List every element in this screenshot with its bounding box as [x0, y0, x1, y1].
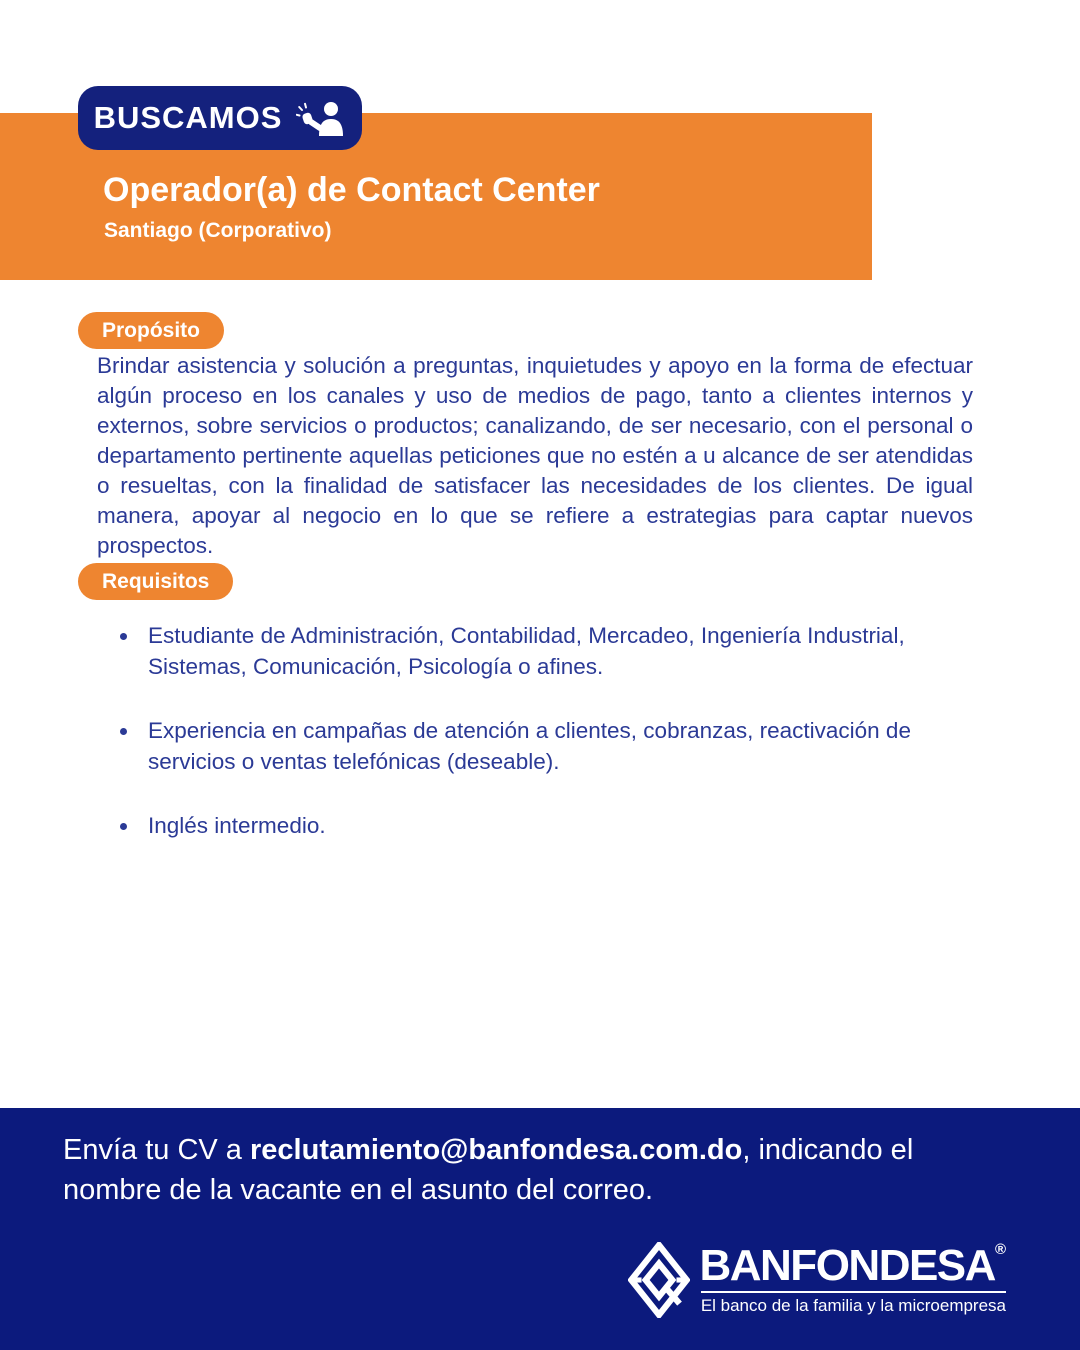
requisitos-section-pill: [78, 563, 233, 600]
cta-suffix-text: , indicando el nombre de la vacante en el asunto del correo.: [63, 1134, 914, 1206]
banfondesa-logo-text: [699, 1241, 1006, 1316]
cv-instructions: [63, 1130, 1018, 1210]
buscamos-badge: [78, 86, 362, 150]
banfondesa-wordmark: BANFONDESA®: [699, 1241, 1006, 1290]
cta-prefix-text: Envía tu CV a: [63, 1134, 250, 1166]
proposito-section-pill: [78, 312, 224, 349]
registered-mark: ®: [994, 1241, 1006, 1258]
person-waving-icon: [296, 99, 346, 137]
job-location: Santiago (Corporativo): [104, 219, 332, 242]
banfondesa-tagline: El banco de la familia y la microempresa: [701, 1291, 1006, 1316]
proposito-label: Propósito: [102, 318, 200, 342]
job-title: Operador(a) de Contact Center: [103, 171, 600, 209]
requisitos-item: • Estudiante de Administración, Contabilidad, Mercadeo, Ingeniería Industrial, Sistemas, Comunicación, Psicología o afines.: [140, 620, 964, 682]
requisitos-list: [118, 620, 964, 874]
requisitos-item: • Experiencia en campañas de atención a clientes, cobranzas, reactivación de servicios o ventas telefónicas (deseable).: [140, 715, 964, 777]
proposito-body-text: Brindar asistencia y solución a preguntas, inquietudes y apoyo en la forma de efectuar algún proceso en los canales y uso de medios de pago, tanto a clientes internos y externos, sobre servicios o productos; canalizando, de ser necesario, con el personal o departamento pertinente aquellas peticiones que no estén a u alcance de ser atendidas o resueltas, con la finalidad de satisfacer las necesidades de los clientes. De igual manera, apoyar al negocio en lo que se refiere a estrategias para captar nuevos prospectos.: [97, 353, 973, 558]
banfondesa-logo: [628, 1242, 1006, 1318]
buscamos-label: BUSCAMOS: [93, 100, 283, 135]
banfondesa-diamond-icon: [628, 1242, 690, 1318]
recruitment-email[interactable]: reclutamiento@banfondesa.com.do: [250, 1134, 743, 1166]
footer-band: [0, 1108, 1080, 1350]
requisitos-label: Requisitos: [102, 569, 210, 593]
requisitos-item: • Inglés intermedio.: [140, 810, 964, 841]
